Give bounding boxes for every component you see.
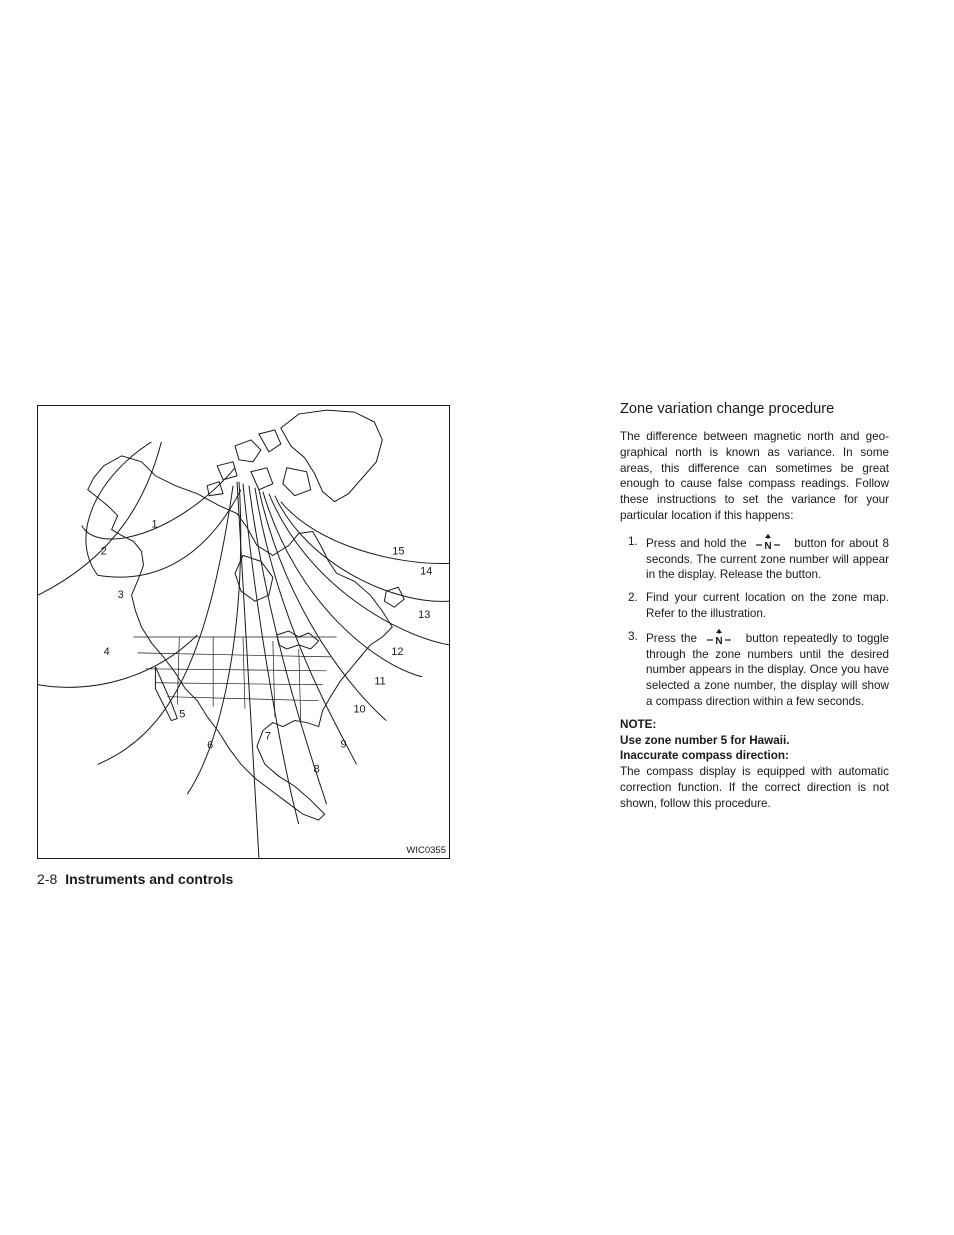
zone-label-3: 3 xyxy=(117,589,124,602)
zone-arc-4 xyxy=(38,635,197,687)
zone-label-10: 10 xyxy=(353,703,366,716)
greenland-outline xyxy=(281,410,383,502)
step-3 xyxy=(620,629,889,710)
step-1 xyxy=(620,534,889,583)
step-text: Find your current location on the zone map. Refer to the illustration. xyxy=(646,591,889,620)
page-number: 2-8 xyxy=(37,871,58,887)
baja-outline xyxy=(155,667,177,721)
step-number: 2. xyxy=(628,591,638,605)
page-footer xyxy=(37,871,233,887)
figure-code: WIC0355 xyxy=(406,845,446,856)
section-title: Instruments and controls xyxy=(65,871,234,887)
content-column xyxy=(620,401,889,812)
arctic-islands-outline xyxy=(207,430,310,496)
step-text-after: button for about 8 seconds. The current zone number will appear in the display. Release the button. xyxy=(646,536,890,582)
zone-label-5: 5 xyxy=(179,708,186,721)
zone-label-7: 7 xyxy=(264,730,271,743)
zone-label-14: 14 xyxy=(420,565,433,578)
zone-label-4: 4 xyxy=(103,645,110,658)
step-number: 1. xyxy=(628,534,638,548)
step-text-before: Press the xyxy=(646,631,697,645)
zone-arc-3 xyxy=(38,442,161,595)
zone-label-8: 8 xyxy=(313,763,320,776)
zone-arc-6 xyxy=(187,482,240,794)
newfoundland-outline xyxy=(384,587,404,607)
zone-label-12: 12 xyxy=(391,645,404,658)
zone-label-15: 15 xyxy=(392,545,405,558)
zone-map-illustration xyxy=(38,406,449,858)
intro-paragraph: The difference between magnetic north and geo-graphical north is known as variance. In some areas, this difference can sometimes be great enough to cause false compass readings. Follow these instructions to set the variance for your particular location if this happens: xyxy=(620,430,889,522)
inaccurate-heading: Inaccurate compass direction: xyxy=(620,749,789,763)
svg-text:N: N xyxy=(764,540,772,550)
zone-label-1: 1 xyxy=(151,518,158,531)
procedure-steps xyxy=(620,534,889,710)
step-text-before: Press and hold the xyxy=(646,536,747,550)
zone-map-figure xyxy=(37,405,450,859)
compass-n-button-icon xyxy=(706,629,732,645)
svg-text:N: N xyxy=(715,635,723,645)
state-boundaries xyxy=(134,637,337,721)
step-text-after: button repeatedly to toggle through the zone numbers until the desired number appears in the display. Once you have selected a zone number, the display will show a compass direction within a few seconds. xyxy=(646,631,890,708)
zone-label-9: 9 xyxy=(340,738,347,751)
compass-n-button-icon xyxy=(755,534,781,550)
step-2 xyxy=(620,590,889,622)
zone-arc-5 xyxy=(98,486,233,765)
zone-label-6: 6 xyxy=(207,739,214,752)
zone-label-2: 2 xyxy=(100,545,107,558)
section-heading: Zone variation change procedure xyxy=(620,401,835,417)
note-label: NOTE: xyxy=(620,717,657,731)
zone-label-11: 11 xyxy=(374,675,386,688)
great-lakes-outline xyxy=(277,631,319,649)
step-number: 3. xyxy=(628,629,638,643)
zone-label-13: 13 xyxy=(418,609,431,622)
inaccurate-paragraph: The compass display is equipped with automatic correction function. If the correct direction is not shown, follow this procedure. xyxy=(620,765,889,810)
note-text: Use zone number 5 for Hawaii. xyxy=(620,733,790,747)
